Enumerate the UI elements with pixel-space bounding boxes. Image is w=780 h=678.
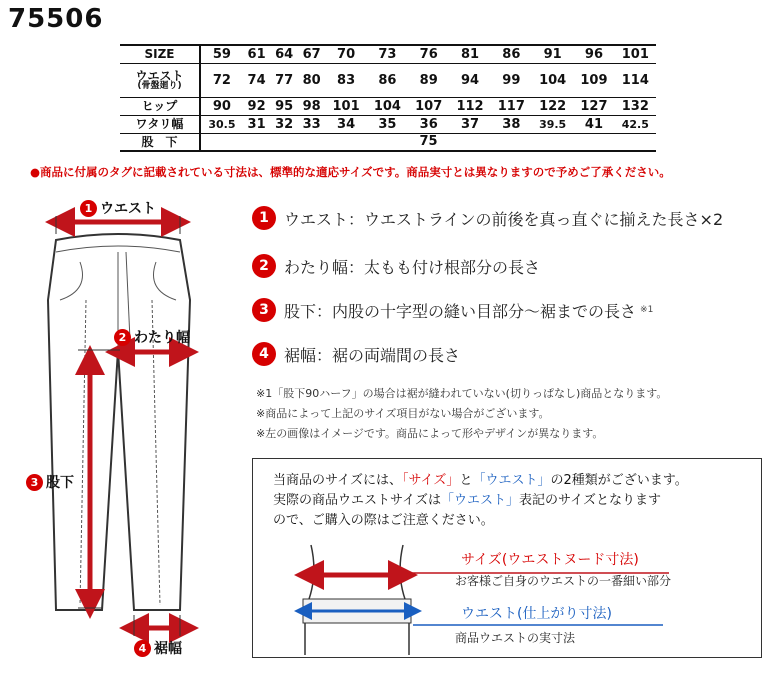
row-label: ワタリ幅 [120, 115, 200, 133]
footnote: ※商品によって上記のサイズ項目がない場合がございます。 [256, 407, 550, 420]
cell: 76 [408, 45, 449, 63]
cell: 74 [243, 63, 271, 97]
definition-hem: 4 裾幅 ：裾の両端間の長さ [252, 342, 460, 366]
cell: 117 [491, 97, 532, 115]
definition-inseam: 3 股下 ：内股の十字型の縫い目部分〜裾までの長さ ※1 [252, 298, 653, 322]
number-badge: 1 [80, 200, 97, 217]
cell: 61 [243, 45, 271, 63]
cell: 37 [449, 115, 490, 133]
cell: 109 [573, 63, 614, 97]
cell: 91 [532, 45, 573, 63]
cell: 86 [367, 63, 408, 97]
pants-diagram [20, 190, 220, 660]
cell: 101 [615, 45, 656, 63]
cell: 59 [200, 45, 243, 63]
number-badge: 3 [252, 298, 276, 322]
footnotes [256, 384, 667, 444]
cell: 73 [367, 45, 408, 63]
cell: 33 [298, 115, 326, 133]
waist-label: ウエスト(仕上がり寸法) [461, 606, 612, 622]
size-row [120, 45, 656, 63]
cell: 81 [449, 45, 490, 63]
number-badge: 1 [252, 206, 276, 230]
label-inseam: 3 股下 [26, 472, 74, 492]
model-number: 75506 [8, 4, 104, 34]
label-thigh: 2 わたり幅 [114, 327, 190, 347]
cell: 75 [200, 133, 656, 151]
cell: 39.5 [532, 115, 573, 133]
size-notice-box [252, 458, 762, 658]
thigh-width-row [120, 115, 656, 133]
cell: 70 [325, 45, 366, 63]
number-badge: 2 [252, 254, 276, 278]
cell: 36 [408, 115, 449, 133]
number-badge: 3 [26, 474, 43, 491]
tag-notice: ●商品に付属のタグに記載されている寸法は、標準的な適応サイズです。商品実寸とは異なりますので予めご了承ください。 [30, 165, 671, 179]
footnote: ※1「股下90ハーフ」の場合は裾が縫われていない(切りっぱなし)商品となります。 [256, 387, 668, 400]
cell: 64 [270, 45, 298, 63]
cell: 30.5 [200, 115, 243, 133]
cell: 122 [532, 97, 573, 115]
cell: 35 [367, 115, 408, 133]
cell: 77 [270, 63, 298, 97]
inseam-row [120, 133, 656, 151]
size-label: サイズ(ウエストヌード寸法) [461, 552, 639, 568]
size-notice-text: 当商品のサイズには、「サイズ」と「ウエスト」の2種類がございます。 実際の商品ウエストサイズは「ウエスト」表記のサイズとなります ので、ご購入の際はご注意ください。 [273, 473, 688, 528]
cell: 32 [270, 115, 298, 133]
cell: 72 [200, 63, 243, 97]
label-hem: 4 裾幅 [134, 638, 182, 658]
definition-waist: 1 ウエスト ：ウエストラインの前後を真っ直ぐに揃えた長さ×2 [252, 206, 723, 230]
row-label: 股 下 [120, 133, 200, 151]
hip-row [120, 97, 656, 115]
row-label: ウエスト (骨盤廻り) [120, 63, 200, 97]
size-table [120, 44, 656, 152]
number-badge: 2 [114, 329, 131, 346]
cell: 89 [408, 63, 449, 97]
cell: 96 [573, 45, 614, 63]
cell: 67 [298, 45, 326, 63]
cell: 38 [491, 115, 532, 133]
cell: 83 [325, 63, 366, 97]
cell: 86 [491, 45, 532, 63]
pants-outline [48, 234, 190, 610]
cell: 101 [325, 97, 366, 115]
cell: 114 [615, 63, 656, 97]
cell: 104 [532, 63, 573, 97]
label-waist: 1 ウエスト [80, 198, 156, 218]
number-badge: 4 [252, 342, 276, 366]
cell: 94 [449, 63, 490, 97]
cell: 127 [573, 97, 614, 115]
number-badge: 4 [134, 640, 151, 657]
cell: 132 [615, 97, 656, 115]
cell: 104 [367, 97, 408, 115]
cell: 31 [243, 115, 271, 133]
cell: 80 [298, 63, 326, 97]
cell: 112 [449, 97, 490, 115]
cell: 107 [408, 97, 449, 115]
cell: 34 [325, 115, 366, 133]
waist-description: 商品ウエストの実寸法 [455, 631, 576, 645]
waist-row [120, 63, 656, 97]
row-label: SIZE [120, 45, 200, 63]
cell: 98 [298, 97, 326, 115]
definition-thigh: 2 わたり幅 ：太もも付け根部分の長さ [252, 254, 540, 278]
row-label: ヒップ [120, 97, 200, 115]
cell: 90 [200, 97, 243, 115]
cell: 95 [270, 97, 298, 115]
cell: 42.5 [615, 115, 656, 133]
cell: 41 [573, 115, 614, 133]
cell: 92 [243, 97, 271, 115]
cell: 99 [491, 63, 532, 97]
size-description: お客様ご自身のウエストの一番細い部分 [455, 574, 672, 588]
footnote: ※左の画像はイメージです。商品によって形やデザインが異なります。 [256, 427, 604, 440]
